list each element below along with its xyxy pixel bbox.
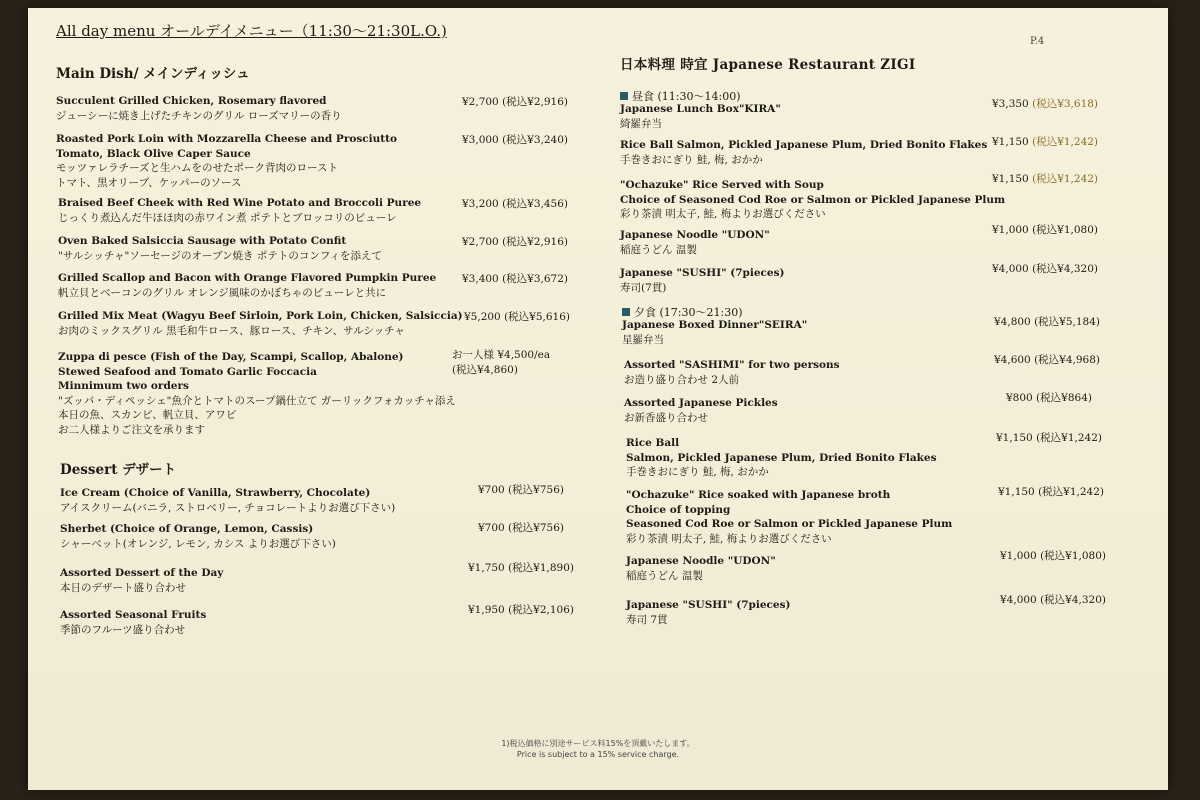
menu-item <box>56 132 397 190</box>
item-price: ¥800 (税込¥864) <box>1006 392 1092 404</box>
item-name: Succulent Grilled Chicken, Rosemary flavored <box>56 95 327 107</box>
item-name-jp: 彩り茶漬 明太子, 鮭, 梅よりお選びください <box>626 532 832 545</box>
item-price: ¥700 (税込¥756) <box>478 484 564 496</box>
item-name: Assorted Dessert of the Day <box>60 567 224 579</box>
item-name-jp: 手巻きおにぎり 鮭, 梅, おかか <box>620 153 763 166</box>
item-name: Japanese Noodle "UDON" <box>620 229 770 241</box>
menu-sheet <box>28 8 1168 790</box>
item-price: ¥1,150 (税込¥1,242) <box>992 136 1099 148</box>
dinner-heading: 夕食 (17:30〜21:30) <box>622 304 742 320</box>
item-name: Roasted Pork Loin with Mozzarella Cheese and Prosciutto <box>56 133 397 145</box>
item-price: ¥2,700 (税込¥2,916) <box>462 236 569 248</box>
menu-item <box>626 488 952 546</box>
item-name: Japanese Noodle "UDON" <box>626 555 776 567</box>
item-price: ¥1,950 (税込¥2,106) <box>468 604 575 616</box>
item-name-jp: 彩り茶漬 明太子, 鮭, 梅よりお選びください <box>620 208 826 220</box>
item-name: Japanese Lunch Box"KIRA" <box>620 103 781 115</box>
item-name-jp: じっくり煮込んだ牛ほほ肉の赤ワイン煮 ポテトとブロッコリのピューレ <box>58 211 397 224</box>
menu-item <box>620 138 987 167</box>
item-price: ¥1,000 (税込¥1,080) <box>1000 550 1107 562</box>
menu-item <box>58 350 456 437</box>
item-name: Oven Baked Salsiccia Sausage with Potato Confit <box>58 235 347 247</box>
item-name: Grilled Scallop and Bacon with Orange Flavored Pumpkin Puree <box>58 272 437 284</box>
price-with-tax: (税込¥4,860) <box>452 363 518 376</box>
lunch-heading: 昼食 (11:30〜14:00) <box>620 88 740 104</box>
item-name: Braised Beef Cheek with Red Wine Potato and Broccoli Puree <box>58 197 422 209</box>
item-price: ¥2,700 (税込¥2,916) <box>462 96 569 108</box>
item-name: Japanese "SUSHI" (7pieces) <box>626 599 791 611</box>
menu-item <box>624 358 840 387</box>
item-name-jp: シャーベット(オレンジ, レモン, カシス よりお選び下さい) <box>60 537 336 550</box>
restaurant-name: 日本料理 時宜 Japanese Restaurant ZIGI <box>620 57 916 73</box>
item-name-jp: アイスクリーム(バニラ, ストロベリー, チョコレートよりお選び下さい) <box>60 501 396 514</box>
item-name-jp: 本日のデザート盛り合わせ <box>60 581 186 594</box>
item-name: Japanese Boxed Dinner"SEIRA" <box>622 319 808 331</box>
menu-item <box>622 318 807 347</box>
item-name-jp: 寿司(7貫) <box>620 281 667 294</box>
menu-item <box>626 554 776 583</box>
item-price: ¥700 (税込¥756) <box>478 522 564 534</box>
item-name: Assorted Japanese Pickles <box>624 397 778 409</box>
item-price: ¥1,150 (税込¥1,242) <box>998 486 1105 498</box>
item-name-jp: "サルシッチャ"ソーセージのオーブン焼き ポテトのコンフィを添えて <box>58 249 383 262</box>
item-name-jp: 星羅弁当 <box>622 333 664 346</box>
item-name-jp: 稲庭うどん 温製 <box>620 243 697 256</box>
item-price: ¥1,750 (税込¥1,890) <box>468 562 575 574</box>
menu-item <box>60 566 223 595</box>
page-title: All day menu オールデイメニュー（11:30〜21:30L.O.) <box>56 22 447 40</box>
service-charge-note-en: Price is subject to a 15% service charge. <box>516 750 680 759</box>
item-name: Sherbet (Choice of Orange, Lemon, Cassis) <box>60 523 314 535</box>
item-detail: Choice of Seasoned Cod Roe or Salmon or Pickled Japanese Plum <box>620 193 1006 206</box>
menu-item <box>60 608 206 637</box>
item-price: ¥4,600 (税込¥4,968) <box>994 354 1101 366</box>
menu-item <box>58 234 382 263</box>
item-name-jp: 綺羅弁当 <box>620 117 662 130</box>
item-detail-jp: 本日の魚、スカンピ、帆立貝、アワビ <box>58 409 237 421</box>
item-note: Minnimum two orders <box>58 380 189 392</box>
menu-item <box>620 228 770 257</box>
item-name-jp: "ズッパ・ディペッシェ"魚介とトマトのスープ鍋仕立て ガーリックフォカッチャ添え <box>58 394 456 407</box>
item-price: ¥3,350 (税込¥3,618) <box>992 98 1099 110</box>
item-name-jp: 稲庭うどん 温製 <box>626 569 703 582</box>
menu-item <box>60 522 336 551</box>
item-price: ¥4,000 (税込¥4,320) <box>992 263 1099 275</box>
item-price <box>452 348 550 377</box>
menu-item <box>626 598 790 627</box>
item-detail: Tomato, Black Olive Caper Sauce <box>56 147 251 160</box>
service-charge-note-jp: 1)税込価格に別途サービス料15%を頂戴いたします。 <box>501 739 695 748</box>
item-price: ¥1,150 (税込¥1,242) <box>992 173 1099 185</box>
dessert-heading: Dessert デザート <box>60 462 177 478</box>
menu-item <box>58 271 436 300</box>
main-dish-heading: Main Dish/ メインディッシュ <box>56 66 250 82</box>
item-detail: Seasoned Cod Roe or Salmon or Pickled Japanese Plum <box>626 518 953 530</box>
menu-item <box>620 178 1005 222</box>
item-name: Assorted Seasonal Fruits <box>60 609 207 621</box>
item-name-jp: 帆立貝とベーコンのグリル オレンジ風味のかぼちゃのピューレと共に <box>58 286 387 299</box>
menu-item <box>620 102 781 131</box>
item-name-jp: 手巻きおにぎり 鮭, 梅, おかか <box>626 466 769 478</box>
item-name: Ice Cream (Choice of Vanilla, Strawberry, Chocolate) <box>60 487 371 499</box>
item-name: "Ochazuke" Rice Served with Soup <box>620 179 824 191</box>
item-price: ¥1,150 (税込¥1,242) <box>996 432 1103 444</box>
item-price: ¥3,400 (税込¥3,672) <box>462 273 569 285</box>
item-price: ¥5,200 (税込¥5,616) <box>464 311 571 323</box>
item-name: Japanese "SUSHI" (7pieces) <box>620 267 785 279</box>
menu-item <box>56 94 342 123</box>
item-name: Rice Ball Salmon, Pickled Japanese Plum, Dried Bonito Flakes <box>620 139 988 151</box>
price-per-person: お一人様 ¥4,500/ea <box>452 349 551 361</box>
item-name: "Ochazuke" Rice soaked with Japanese broth <box>626 489 891 501</box>
item-detail: Salmon, Pickled Japanese Plum, Dried Bonito Flakes <box>626 451 937 464</box>
item-note-jp: お二人様よりご注文を承ります <box>58 423 205 436</box>
item-name: Rice Ball <box>626 437 680 449</box>
item-name: Grilled Mix Meat (Wagyu Beef Sirloin, Pork Loin, Chicken, Salsiccia) <box>58 310 463 322</box>
item-name-jp: お肉のミックスグリル 黒毛和牛ロース、豚ロース、チキン、サルシッチャ <box>58 324 405 337</box>
item-price: ¥3,200 (税込¥3,456) <box>462 198 569 210</box>
item-name: Assorted "SASHIMI" for two persons <box>624 359 840 371</box>
menu-item <box>60 486 395 515</box>
menu-item <box>624 396 778 425</box>
item-name-jp: 寿司 7貫 <box>626 613 668 626</box>
square-icon <box>620 92 628 100</box>
item-price: ¥3,000 (税込¥3,240) <box>462 134 569 146</box>
item-name-jp: お造り盛り合わせ 2人前 <box>624 373 740 386</box>
menu-item <box>58 309 463 338</box>
item-price: ¥4,000 (税込¥4,320) <box>1000 594 1107 606</box>
item-name-jp: ジューシーに焼き上げたチキンのグリル ローズマリーの香り <box>56 109 342 122</box>
item-detail: Stewed Seafood and Tomato Garlic Foccacia <box>58 365 317 378</box>
menu-item <box>620 266 784 295</box>
item-name: Zuppa di pesce (Fish of the Day, Scampi, Scallop, Abalone) <box>58 351 404 363</box>
item-price: ¥4,800 (税込¥5,184) <box>994 316 1101 328</box>
item-price: ¥1,000 (税込¥1,080) <box>992 224 1099 236</box>
menu-item <box>58 196 421 225</box>
item-name-jp: お新香盛り合わせ <box>624 411 708 424</box>
menu-item <box>626 436 937 480</box>
page-number: P.4 <box>1030 36 1045 47</box>
item-name-jp: 季節のフルーツ盛り合わせ <box>60 623 186 636</box>
square-icon <box>622 308 630 316</box>
item-name-jp: モッツァレラチーズと生ハムをのせたポーク背肉のロースト <box>56 162 339 174</box>
item-detail: Choice of topping <box>626 503 731 516</box>
item-detail-jp: トマト、黒オリーブ、ケッパーのソース <box>56 176 242 189</box>
